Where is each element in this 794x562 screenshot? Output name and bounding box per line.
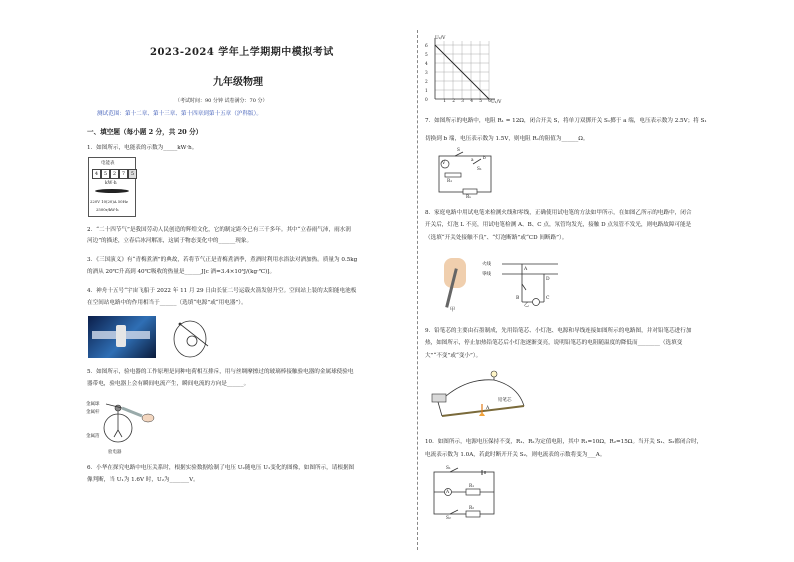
label-D: D (546, 277, 550, 282)
graph-plot (425, 36, 505, 100)
b-label: b (483, 156, 486, 161)
meter-digit: 4 (92, 169, 101, 179)
meter-unit: kW·h (105, 181, 117, 186)
meter-spec-1: 220V 10(20)A 50Hz (90, 199, 128, 204)
question-9-line-1: 9．铅笔芯的主要由石墨制成，先用铅笔芯、小灯泡、电源和导线连接如图所示的电路图，并对铅笔芯进行加 (425, 328, 692, 334)
question-6-line-1: 6．小华在探究电路中电压关系时，根据实验数据绘制了电压 U₂随电压 U₁变化的图像，如图所示，请根据图 (87, 465, 355, 471)
question-4-line-2: 在空间站电路中的作用相当于______（选填“电源”或“用电器”）。 (87, 300, 247, 306)
question-6-line-2: 像判断，当 U₁为 1.6V 时，U₂为_______V。 (87, 477, 199, 483)
x-tick: 5 (479, 99, 482, 104)
label-C: C (546, 296, 550, 301)
label-jia: 甲 (450, 307, 456, 313)
orbit-diagram (160, 316, 218, 360)
column-divider (417, 30, 419, 550)
meter-digit: 7 (119, 169, 128, 179)
voltage-graph (425, 36, 505, 108)
circuit-q7 (433, 150, 495, 200)
exam-subject: 九年级物理 (213, 77, 263, 88)
label-A-q9: A (486, 406, 490, 411)
label-ammeter: A (446, 490, 450, 495)
y-tick: 4 (425, 62, 428, 67)
question-1: 1．如图所示，电能表的示数为_____kW·h。 (87, 145, 198, 151)
s1-label: S₁ (477, 167, 482, 172)
pencil-lead-figure (428, 366, 538, 424)
y-tick: 0 (425, 98, 428, 103)
electricity-meter (88, 157, 136, 217)
graph-y-label: U₂/V (435, 36, 446, 41)
x-tick: 1 (443, 99, 446, 104)
y-tick: 5 (425, 53, 428, 58)
label-B: B (516, 296, 520, 301)
label-live-wire: 火线 (482, 262, 491, 267)
electroscope-icon (86, 396, 166, 448)
meter-digits (92, 169, 137, 179)
question-7-line-2: 切换到 b 端，电压表示数为 1.5V，则电阻 Rₓ的阻值为______Ω。 (425, 136, 589, 142)
question-7-line-1: 7．如图所示的电路中，电阻 R₁ = 12Ω，闭合开关 S，将单刀双掷开关 S₁掷于 a 端，电压表示数为 2.5V；将 S₁ (425, 118, 707, 124)
label-neutral-wire: 零线 (482, 272, 491, 277)
exam-meta: （考试时间：90 分钟 试卷满分：70 分） (175, 98, 268, 104)
x-tick: 2 (452, 99, 455, 104)
pencil-lead-circuit (428, 366, 538, 424)
exam-title: 2023-2024 学年上学期期中模拟考试 (150, 47, 334, 58)
label-metal-ball: 金属球 (86, 402, 100, 407)
meter-digit: 5 (101, 169, 110, 179)
question-8-line-2: 开关后，灯泡 L 不亮，用试电笔检测 A、B、C 点，氖管均发光，接触 D 点氖管不发光，则电路故障可能是 (425, 222, 692, 228)
electroscope-figure (86, 396, 166, 458)
y-tick: 1 (425, 89, 428, 94)
s-label: S (457, 148, 460, 153)
circuit-q8 (482, 254, 562, 308)
x-tick: 4 (470, 99, 473, 104)
circuit-q10 (430, 466, 500, 522)
exam-scope: 测试范围：第十二章、第十三章、第十四章到第十五章（沪科版）。 (97, 111, 263, 117)
label-pencil-lead: 铅笔芯 (498, 398, 512, 403)
question-2-line-2: 河边”的描述，立春后冰河解冻，这属于物态变化中的______现象。 (87, 238, 253, 244)
question-10-line-2: 电流表示数为 1.0A，若此时断开开关 S₂，则电流表的示数将变为___A。 (425, 452, 606, 458)
label-A: A (524, 267, 528, 272)
label-metal-rod: 金属杆 (86, 410, 100, 415)
meter-disc (95, 189, 129, 193)
question-5-line-2: 器带电，验电器上会有瞬间电流产生，瞬间电流的方向是______。 (87, 381, 250, 387)
y-tick: 6 (425, 44, 428, 49)
graph-x-label: U₁/V (491, 100, 502, 105)
circuit-q10-wires (430, 466, 500, 522)
question-9-line-3: 大”“不变”或“变小”）。 (425, 353, 482, 359)
r1-label: R₁ (447, 179, 452, 184)
rx-label: Rₓ (466, 195, 472, 200)
y-tick: 2 (425, 80, 428, 85)
question-2-line-1: 2．“二十四节气”是我国劳动人民创造的辉煌文化，它的制定距今已有三千多年。其中“立春雨气沛，雨水润 (87, 227, 351, 233)
question-9-line-2: 热，如图所示，停止加热铅笔芯后小灯泡逐渐变亮，说明铅笔芯的电阻随温度的降低而________（选填变 (425, 340, 683, 346)
meter-digit-decimal: 5 (128, 169, 137, 179)
space-station-photo (88, 316, 156, 358)
circuit-q8-wires (482, 254, 562, 308)
label-yi: 乙 (524, 302, 530, 308)
a-label: a (471, 158, 474, 163)
test-pen-photo (432, 254, 478, 313)
label-S1: S₁ (446, 466, 451, 471)
meter-title: 电能表 (101, 161, 115, 166)
meter-digit: 2 (110, 169, 119, 179)
label-S2: S₂ (446, 516, 451, 521)
station-body (116, 325, 126, 347)
x-tick: 3 (461, 99, 464, 104)
label-R1: R₁ (469, 484, 474, 489)
label-metal-foil: 金属箔 (86, 434, 100, 439)
y-tick: 3 (425, 71, 428, 76)
section-heading: 一、填空题（每小题 2 分，共 20 分） (87, 128, 203, 136)
voltmeter-label: V (442, 161, 446, 166)
label-electroscope: 验电器 (108, 450, 122, 455)
meter-spec-2: 2500r/kW·h (96, 207, 119, 212)
question-3-line-2: 的酒从 20℃升高到 40℃吸收的热量是______J[c 酒=3.4×10³J/(kg·℃)]。 (87, 269, 276, 275)
x-tick: 6 (488, 99, 491, 104)
label-R2: R₂ (469, 506, 474, 511)
question-3-line-1: 3．《三国演义》有“青梅煮酒”的典故，若将节气正是青梅煮酒季，煮酒时利用水浴法对酒加热。质量为 0.5kg (87, 257, 358, 263)
question-10-line-1: 10．如图所示，电源电压保持不变，R₁、R₂为定值电阻，其中 R₁=10Ω，R₂=15Ω。当开关 S₁、S₂都闭合时， (425, 439, 703, 445)
question-4-line-1: 4．神舟十五号“宇宙飞船于 2022 年 11 月 29 日由长征二号运载火箭发射升空。空间站上装的太阳能电池板 (87, 288, 357, 294)
question-5-line-1: 5．如图所示，验电器的工作原理是同种电荷相互排斥，用与丝绸摩擦过的玻璃棒接触验电器的金属球使验电 (87, 369, 354, 375)
question-8-line-3: （选填“开关处接触不良”、“灯泡断路”或“CD 间断路”）。 (425, 235, 568, 241)
question-8-line-1: 8．家庭电路中用试电笔来检测火线和零线，正确使用试电笔的方法如甲所示，在如图乙所示的电路中，闭合 (425, 210, 692, 216)
